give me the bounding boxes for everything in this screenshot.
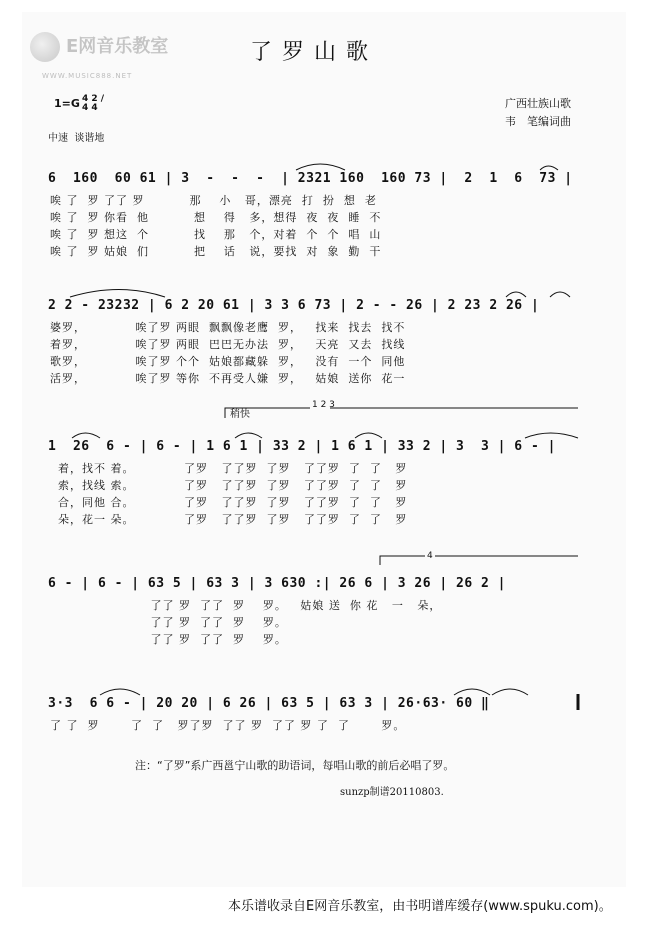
lyric-line: 唉 了 罗 姑娘 们 把 话 说，要找 对 象 勤 干 [50, 245, 382, 258]
lyric-line: 了了 罗 了了 罗 罗。 姑娘 送 你 花 一 朵， [92, 599, 442, 612]
notation-row-1: 6 160 60 61 | 3 - - - | 2321 160 160 73 | 2 1 6 73 | [48, 171, 573, 186]
slur-mark [235, 433, 262, 438]
logo-url: WWW.MUSIC888.NET [42, 72, 133, 80]
slur-mark [492, 689, 528, 695]
slur-mark [550, 292, 570, 297]
source-credit: 广西壮族山歌 [505, 97, 571, 110]
notation-row-4: 6 - | 6 - | 63 5 | 63 3 | 3 630 :| 26 6 | 3 26 | 26 2 | [48, 576, 506, 591]
author-credit: 韦 笔编词曲 [505, 115, 571, 128]
page-title: 了罗山歌 [250, 40, 379, 65]
lyric-line: 了了 罗 了了 罗 罗。 [92, 633, 287, 646]
logo-text: E网音乐教室 [66, 36, 169, 57]
lyric-line: 活罗， 唉了罗 等你 不再受人嫌 罗， 姑娘 送你 花一 [50, 372, 406, 385]
notation-row-3: 1 26 6 - | 6 - | 1 6 1 | 33 2 | 1 6 1 | 33 2 | 3 3 | 6 - | [48, 439, 556, 454]
key-signature: 1=G [54, 97, 80, 110]
notation-row-5: 3·3 6 6 - | 20 20 | 6 26 | 63 5 | 63 3 | 26·63· 60 ‖ [48, 696, 490, 711]
volta-label: 4 [427, 551, 433, 561]
volta-label: 1 2 3 [312, 400, 335, 410]
slur-mark [355, 433, 382, 438]
slur-mark [540, 166, 558, 170]
lyric-line: 了 了 罗 了 了 罗了罗 了了 罗 了了 罗 了 了 罗。 [50, 719, 406, 732]
lyric-line: 唉 了 罗 了了 罗 那 小 哥，漂亮 打 扮 想 老 [50, 194, 377, 207]
lyric-line: 合，同他 合。 了罗 了了罗 了罗 了了罗 了 了 罗 [58, 496, 408, 509]
lyric-line: 唉 了 罗 想这 个 找 那 个，对着 个 个 唱 山 [50, 228, 382, 241]
lyric-line: 唉 了 罗 你看 他 想 得 多，想得 夜 夜 睡 不 [50, 211, 382, 224]
signature: sunzp制谱20110803. [340, 787, 444, 798]
slur-mark [72, 433, 100, 438]
slur-mark [100, 689, 140, 695]
slur-mark [70, 290, 165, 298]
lyric-line: 了了 罗 了了 罗 罗。 [92, 616, 287, 629]
slur-mark [525, 433, 578, 438]
lyric-line: 索，找线 索。 了罗 了了罗 了罗 了了罗 了 了 罗 [58, 479, 408, 492]
volta-bracket [380, 556, 425, 565]
time-signature: 4 2 / 4 4 [82, 94, 105, 113]
lyric-line: 歌罗， 唉了罗 个个 姑娘都藏躲 罗， 没有 一个 同他 [50, 355, 406, 368]
slur-mark [454, 689, 490, 695]
slur-mark [296, 164, 345, 170]
lyric-line: 朵，花一 朵。 了罗 了了罗 了罗 了了罗 了 了 罗 [58, 513, 408, 526]
tempo-change: 稍快 [230, 409, 250, 420]
tempo-marking: 中速 谈谐地 [48, 133, 105, 144]
footnote: 注：“了罗”系广西邕宁山歌的助语词，每唱山歌的前后必唱了罗。 [135, 759, 455, 772]
lyric-line: 婆罗， 唉了罗 两眼 飘飘像老鹰 罗， 找来 找去 找不 [50, 321, 406, 334]
volta-bracket [225, 408, 310, 418]
footer-caption: 本乐谱收录自E网音乐教室，由书明谱库缓存(www.spuku.com)。 [228, 899, 612, 914]
slur-mark [506, 292, 526, 297]
notation-row-2: 2 2 - 23232 | 6 2 20 61 | 3 3 6 73 | 2 - - 26 | 2 23 2 26 | [48, 298, 540, 313]
lyric-line: 着，找不 着。 了罗 了了罗 了罗 了了罗 了 了 罗 [58, 462, 408, 475]
lyric-line: 着罗， 唉了罗 两眼 巴巴无办法 罗， 天亮 又去 找线 [50, 338, 406, 351]
